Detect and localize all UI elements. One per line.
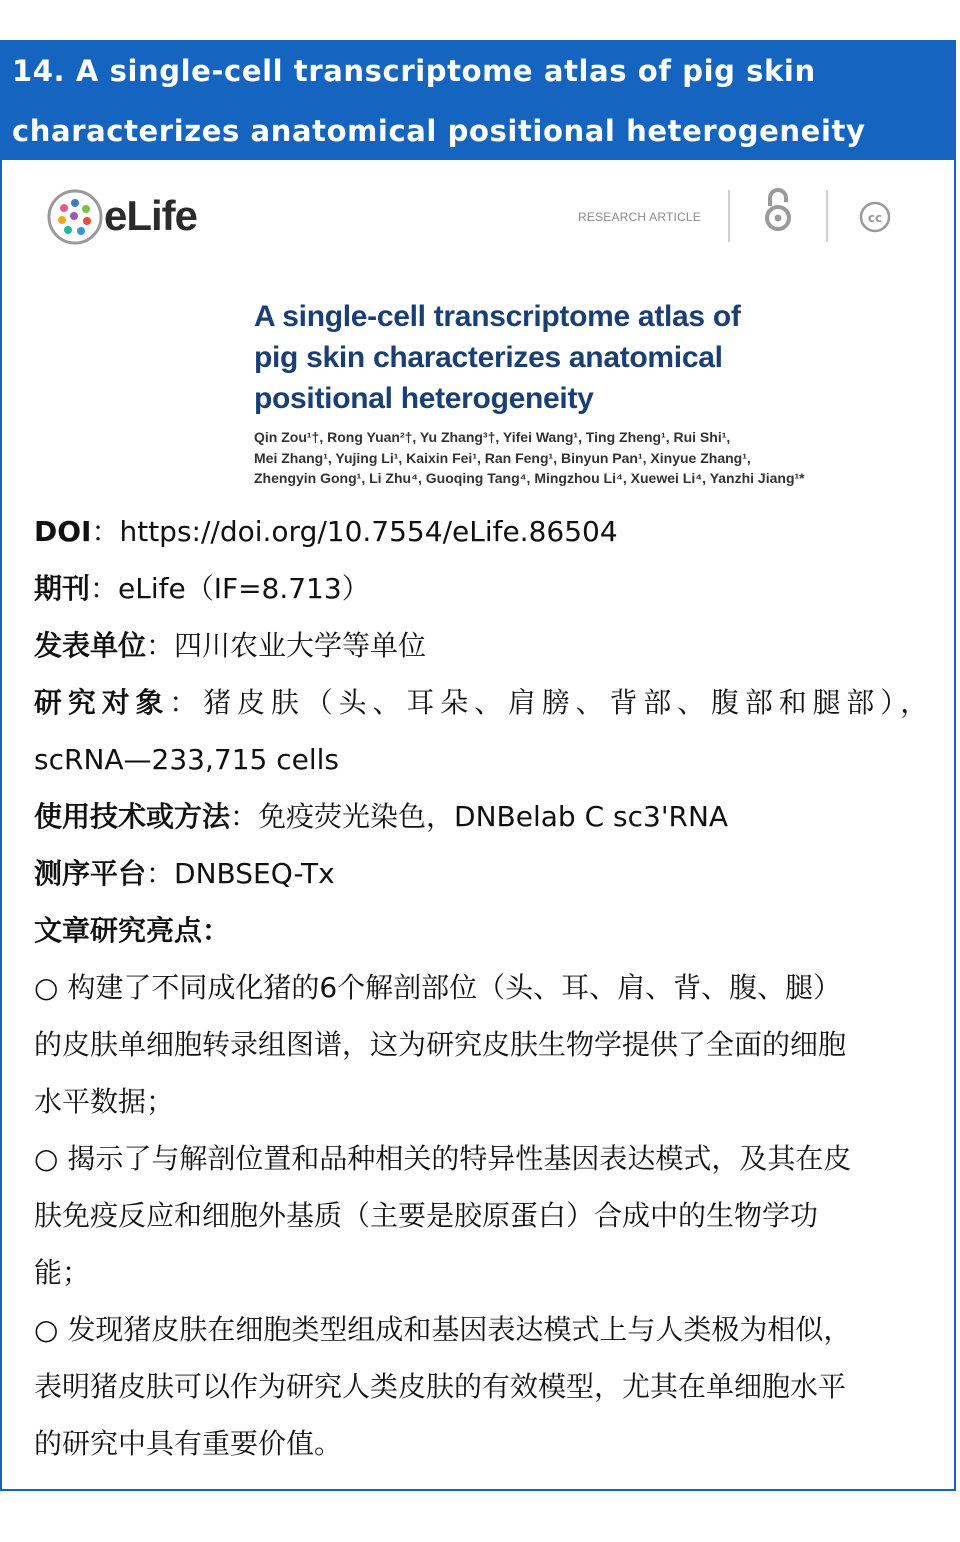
paper-title-line-2: pig skin characterizes anatomical <box>254 341 723 374</box>
author-line-2: Mei Zhang¹, Yujing Li¹, Kaixin Fei¹, Ran Feng¹, Binyun Pan¹, Xinyue Zhang¹, <box>254 450 751 466</box>
subject-cells-row <box>34 740 339 780</box>
paper-title-line-3: positional heterogeneity <box>254 382 594 415</box>
unit-row <box>34 626 426 666</box>
elife-logo-icon <box>46 188 104 246</box>
paper-header-image <box>2 160 954 500</box>
article-type-label: RESEARCH ARTICLE <box>578 210 702 224</box>
highlight-3-line-1: ○ 发现猪皮肤在细胞类型组成和基因表达模式上与人类极为相似， <box>34 1313 852 1346</box>
creative-commons-icon <box>858 200 892 234</box>
subject-label: 研究对象 <box>34 686 170 719</box>
doi-row <box>34 512 618 552</box>
doi-link[interactable]: ：https://doi.org/10.7554/eLife.86504 <box>91 515 618 548</box>
journal-label: 期刊 <box>34 572 91 605</box>
unit-label: 发表单位 <box>34 629 147 662</box>
subject-cells-value: scRNA—233,715 cells <box>34 743 339 776</box>
journal-row <box>34 569 370 609</box>
subject-value: ：猪皮肤（头、耳朵、肩膀、背部、腹部和腿部）， <box>169 686 935 719</box>
highlight-2-line-3: 能； <box>34 1256 91 1289</box>
highlight-2-line-2: 肤免疫反应和细胞外基质（主要是胶原蛋白）合成中的生物学功 <box>34 1199 819 1232</box>
header-divider <box>728 190 730 242</box>
open-access-icon <box>760 186 796 236</box>
platform-row <box>34 854 335 894</box>
elife-logo-text: eLife <box>104 192 198 239</box>
highlight-2-line-1: ○ 揭示了与解剖位置和品种相关的特异性基因表达模式，及其在皮 <box>34 1142 852 1175</box>
method-label: 使用技术或方法 <box>34 800 231 833</box>
title-banner <box>2 42 954 160</box>
highlight-3-line-2: 表明猪皮肤可以作为研究人类皮肤的有效模型，尤其在单细胞水平 <box>34 1370 847 1403</box>
banner-title-line-1: 14. A single-cell transcriptome atlas of pig skin <box>12 54 816 88</box>
platform-label: 测序平台 <box>34 857 147 890</box>
highlight-3-line-3: 的研究中具有重要价值。 <box>34 1427 343 1460</box>
svg-text:cc: cc <box>867 211 883 225</box>
doi-label: DOI <box>34 515 92 548</box>
highlights-heading <box>34 911 230 951</box>
method-value: ：免疫荧光染色，DNBelab C sc3'RNA <box>230 800 729 833</box>
elife-logo <box>46 188 216 248</box>
platform-value: ：DNBSEQ-Tx <box>146 857 335 890</box>
highlight-1-line-2: 的皮肤单细胞转录组图谱，这为研究皮肤生物学提供了全面的细胞 <box>34 1028 847 1061</box>
header-divider <box>826 190 828 242</box>
author-line-3: Zhengyin Gong¹, Li Zhu⁴, Guoqing Tang⁴, Mingzhou Li⁴, Xuewei Li⁴, Yanzhi Jiang¹* <box>254 470 805 486</box>
highlight-1-line-1: ○ 构建了不同成化猪的6个解剖部位（头、耳、肩、背、腹、腿） <box>34 971 842 1004</box>
highlight-1-line-3: 水平数据； <box>34 1085 175 1118</box>
journal-value: ：eLife（IF=8.713） <box>90 572 370 605</box>
author-line-1: Qin Zou¹†, Rong Yuan²†, Yu Zhang³†, Yifei Wang¹, Ting Zheng¹, Rui Shi¹, <box>254 429 731 445</box>
banner-title-line-2: characterizes anatomical positional heterogeneity <box>12 114 866 148</box>
method-row <box>34 797 728 837</box>
unit-value: ：四川农业大学等单位 <box>146 629 427 662</box>
highlights-label: 文章研究亮点： <box>34 914 231 947</box>
paper-title-line-1: A single-cell transcriptome atlas of <box>254 300 741 333</box>
article-card <box>0 40 956 1491</box>
subject-row <box>34 683 934 723</box>
